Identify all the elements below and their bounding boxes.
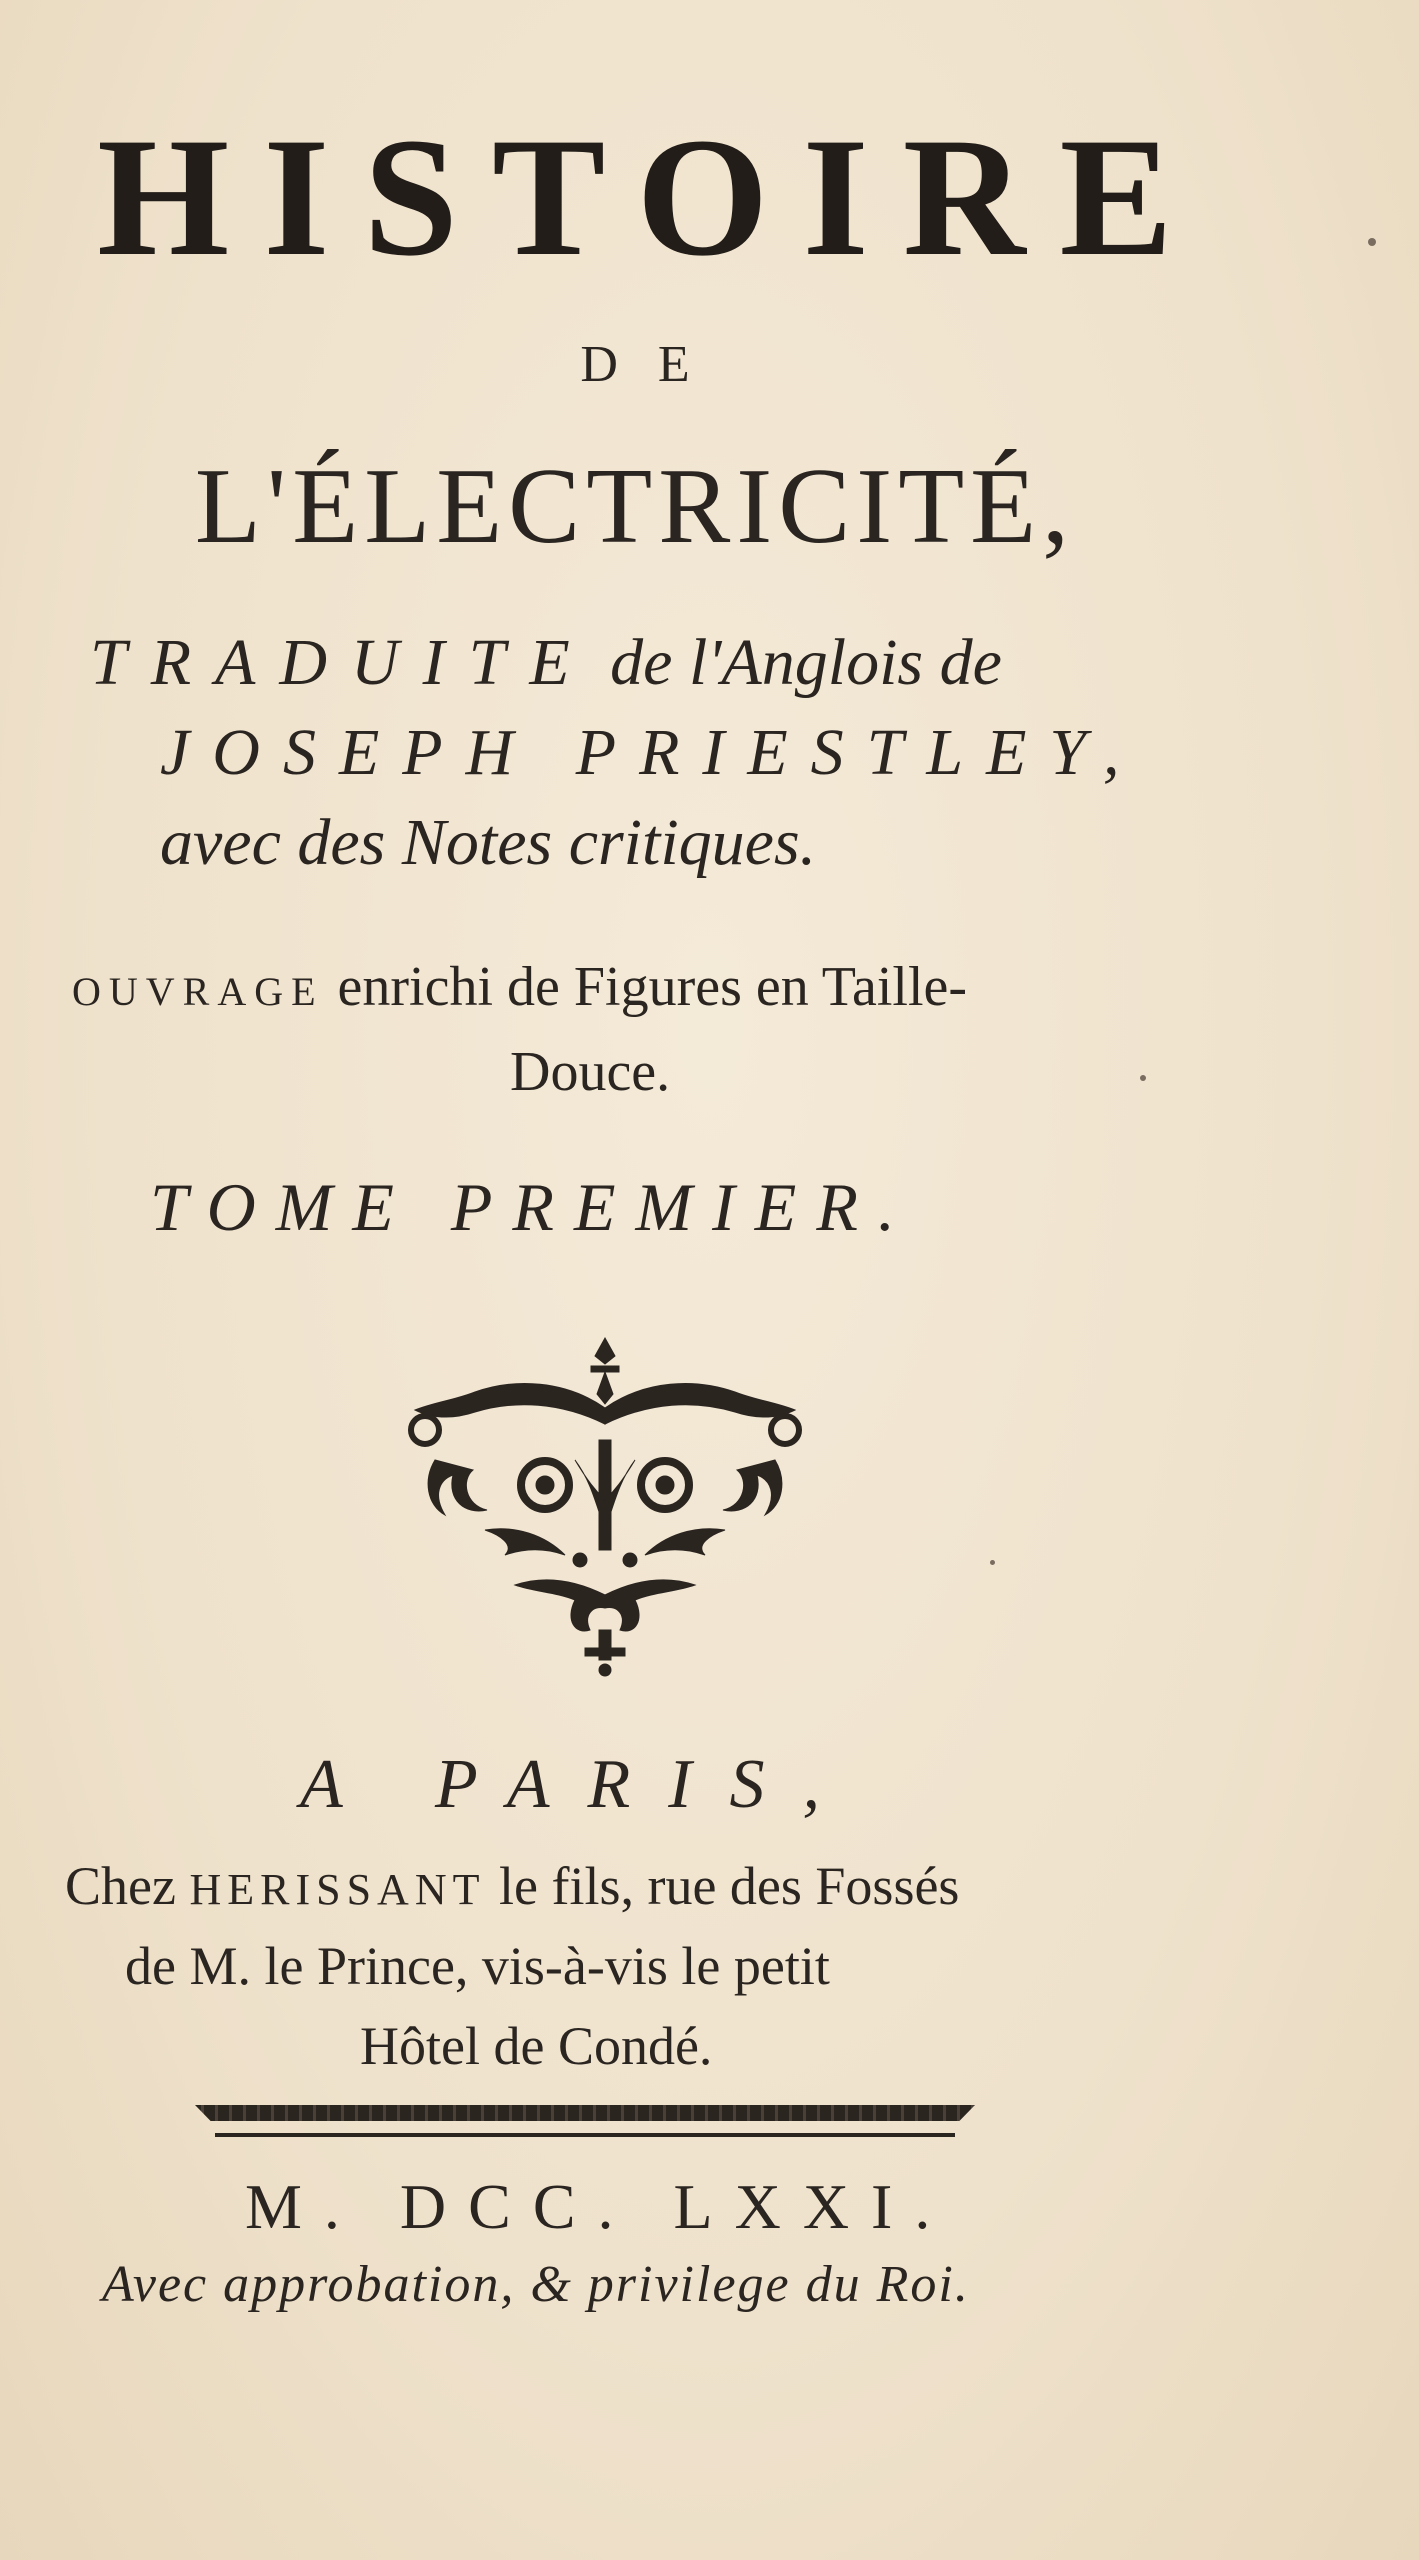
title-preposition: DE	[580, 336, 730, 393]
author-name: JOSEPH PRIESTLEY,	[160, 716, 1143, 789]
paper-speck	[1140, 1075, 1146, 1081]
paper-speck	[1368, 238, 1376, 246]
volume-label: TOME PREMIER.	[150, 1169, 915, 1245]
ouvrage-caps: OUVRAGE	[72, 969, 324, 1014]
ouvrage-rest: enrichi de Figures en Taille-	[337, 956, 968, 1018]
imprint-line-1-rest: le fils, rue des Fossés	[498, 1856, 960, 1916]
imprint-publisher: HERISSANT	[189, 1865, 486, 1914]
printers-ornament-icon	[395, 1330, 815, 1680]
traduite-rest: de l'Anglois de	[610, 626, 1002, 699]
publication-date: M. DCC. LXXI.	[245, 2171, 953, 2242]
book-title: HISTOIRE	[97, 103, 1207, 291]
imprint-chez: Chez	[65, 1856, 176, 1916]
imprint-city: A PARIS,	[300, 1746, 859, 1823]
ouvrage-continuation: Douce.	[510, 1041, 671, 1103]
book-subject: L'ÉLECTRICITÉ,	[194, 447, 1076, 566]
traduite-word: TRADUITE	[90, 626, 594, 699]
thin-rule	[215, 2133, 955, 2137]
notes-line: avec des Notes critiques.	[160, 806, 817, 879]
privilege-line: Avec approbation, & privilege du Roi.	[102, 2256, 970, 2313]
paper-speck	[990, 1560, 995, 1565]
imprint-line-1	[65, 1855, 1145, 1917]
ouvrage-line	[72, 955, 1142, 1019]
translation-note	[90, 625, 1140, 701]
imprint-line-2: de M. le Prince, vis-à-vis le petit	[125, 1936, 830, 1996]
ornamental-rule	[195, 2105, 975, 2121]
imprint-line-3: Hôtel de Condé.	[360, 2016, 713, 2076]
